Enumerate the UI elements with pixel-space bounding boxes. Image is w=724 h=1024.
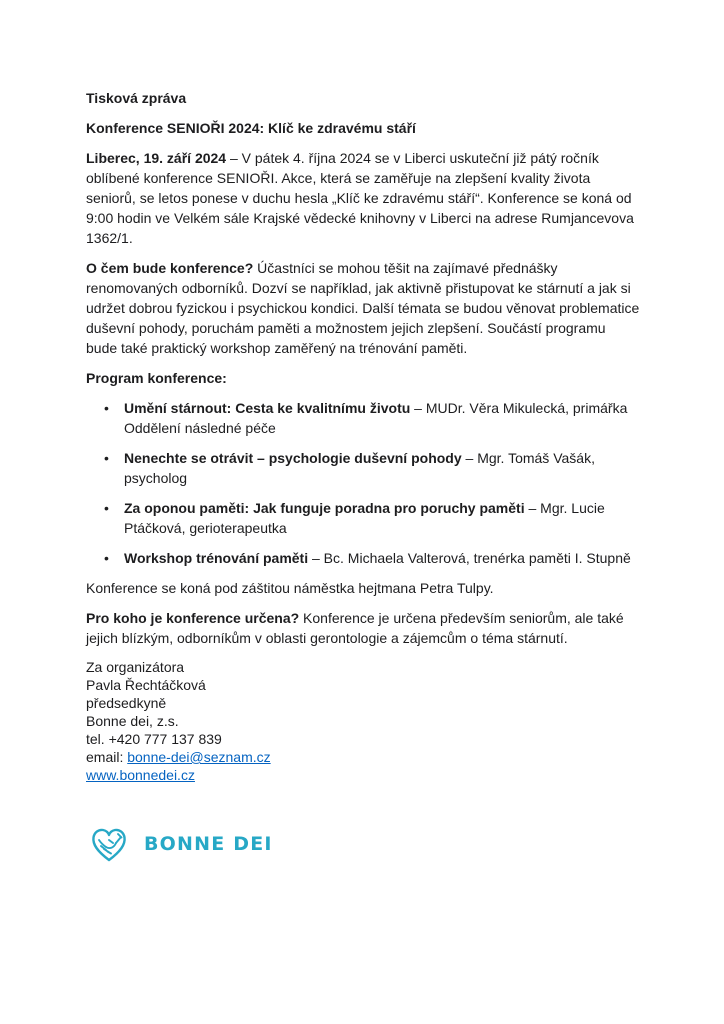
program-item-title: Workshop trénování paměti (124, 550, 309, 566)
audience-text: Konference je určena především seniorům, ale také jejich blízkým, odborníkům v oblasti gerontologie a zájemcům o téma stárnutí. (86, 610, 624, 646)
signature-email-line (86, 748, 640, 766)
signature-phone: tel. +420 777 137 839 (86, 731, 222, 747)
bonne-dei-logo (86, 822, 640, 866)
audience-paragraph (86, 608, 640, 648)
program-item-title: Umění stárnout: Cesta ke kvalitnímu životu (124, 400, 411, 416)
email-label: email: (86, 749, 128, 765)
doc-kicker: Tisková zpráva (86, 90, 187, 106)
program-item (124, 548, 640, 568)
intro-paragraph (86, 148, 640, 248)
program-list (86, 398, 640, 568)
program-item-speaker: – Mgr. Tomáš Vašák, psycholog (124, 450, 595, 486)
email-link[interactable]: bonne-dei@seznam.cz (127, 749, 271, 765)
program-item (124, 398, 640, 438)
signature-for: Za organizátora (86, 659, 185, 675)
program-item (124, 498, 640, 538)
logo-text: BONNE DEI (144, 833, 273, 855)
program-item-speaker: – Bc. Michaela Valterová, trenérka paměti I. Stupně (308, 550, 631, 566)
audience-question: Pro koho je konference určena? (86, 610, 300, 626)
program-item-title: Nenechte se otrávit – psychologie duševní pohody (124, 450, 462, 466)
intro-text: – V pátek 4. října 2024 se v Liberci uskuteční již pátý ročník oblíbené konference SENIOŘI. Akce, která se zaměřuje na zlepšení kvality života seniorů, se letos ponese v duchu hesla „Klíč ke zdravému stáří“. Konference se koná od 9:00 hodin ve Velkém sále Krajské vědecké knihovny v Liberci na adrese Rumjancevova 1362/1. (86, 150, 634, 246)
signature-block (86, 658, 640, 784)
program-heading: Program konference: (86, 370, 227, 386)
signature-website-line (86, 766, 640, 784)
about-paragraph (86, 258, 640, 358)
program-item-title: Za oponou paměti: Jak funguje poradna pro poruchy paměti (124, 500, 525, 516)
about-text: Účastníci se mohou těšit na zajímavé přednášky renomovaných odborníků. Dozví se například, jak aktivně přistupovat ke stárnutí a jak si udržet dobrou fyzickou i psychickou kondici. Další témata se budou věnovat problematice duševní pohody, poruchám paměti a možnostem jejich zlepšení. Součástí programu bude také praktický workshop zaměřený na trénování paměti. (86, 260, 640, 356)
intro-dateline: Liberec, 19. září 2024 (86, 150, 227, 166)
website-link[interactable]: www.bonnedei.cz (86, 767, 195, 783)
heart-handshake-icon (86, 822, 132, 866)
doc-title: Konference SENIOŘI 2024: Klíč ke zdravému stáří (86, 120, 416, 136)
program-item-speaker: – Mgr. Lucie Ptáčková, gerioterapeutka (124, 500, 605, 536)
signature-name: Pavla Řechtáčková (86, 677, 206, 693)
signature-role: předsedkyně (86, 695, 167, 711)
program-item (124, 448, 640, 488)
patronage-paragraph: Konference se koná pod záštitou náměstka hejtmana Petra Tulpy. (86, 580, 494, 596)
program-item-speaker: – MUDr. Věra Mikulecká, primářka Oddělení následné péče (124, 400, 628, 436)
signature-org: Bonne dei, z.s. (86, 713, 179, 729)
about-question: O čem bude konference? (86, 260, 254, 276)
